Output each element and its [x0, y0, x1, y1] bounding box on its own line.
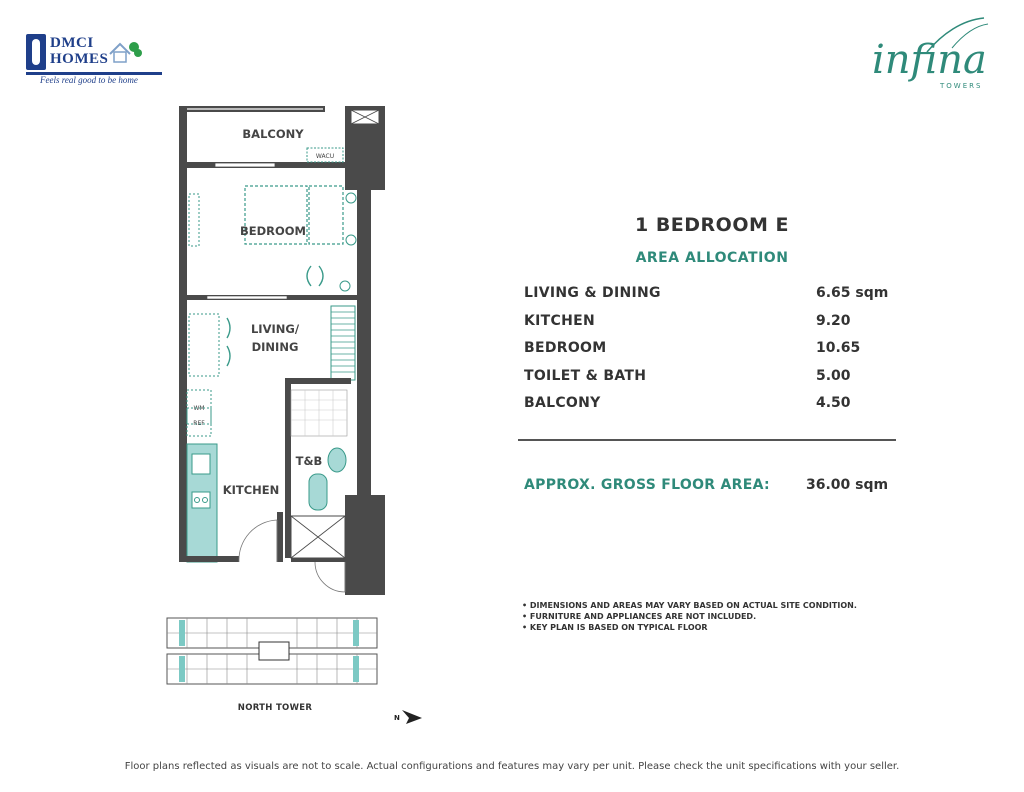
north-arrow-icon	[392, 706, 426, 726]
unit-highlight	[179, 620, 185, 646]
sliding-door-bedroom[interactable]	[207, 296, 287, 299]
area-label: BEDROOM	[524, 340, 607, 356]
key-plan-label: NORTH TOWER	[237, 703, 313, 713]
area-value: 9.20	[816, 312, 851, 329]
area-row	[524, 339, 894, 367]
room-label-tb: T&B	[295, 454, 323, 468]
utility-door-swing[interactable]	[315, 562, 345, 592]
area-row	[524, 367, 894, 395]
lamp-icon	[346, 193, 356, 203]
chair-icon	[307, 266, 311, 286]
unit-highlight	[353, 656, 359, 682]
gross-floor-area-value: 36.00 sqm	[806, 477, 889, 493]
area-label: TOILET & BATH	[524, 367, 647, 384]
plant-icon	[340, 281, 350, 291]
area-value: 10.65	[816, 340, 861, 356]
toilet-icon	[309, 474, 327, 510]
room-label-living-line1: LIVING/	[250, 322, 300, 336]
balcony-railing	[187, 108, 323, 110]
wm-label: WM	[193, 405, 205, 412]
wall-tb-top	[285, 378, 351, 384]
wacu-label: WACU	[315, 153, 335, 160]
unit-floor-plan	[175, 100, 395, 600]
chair-icon	[227, 346, 230, 366]
note-item: • KEY PLAN IS BASED ON TYPICAL FLOOR	[522, 623, 708, 632]
wall-bottom	[179, 556, 239, 562]
note-item: • FURNITURE AND APPLIANCES ARE NOT INCLUDED.	[522, 612, 757, 621]
area-row	[524, 284, 894, 312]
kitchen-sink-icon	[192, 454, 210, 474]
bedroom-side-cabinet	[189, 194, 199, 246]
dmci-emblem-icon	[26, 34, 46, 70]
wall-tb-left	[285, 378, 291, 558]
lamp-icon	[346, 235, 356, 245]
developer-name-line1: DMCI	[50, 35, 94, 51]
unit-highlight	[353, 620, 359, 646]
chair-icon	[227, 318, 230, 338]
wall-right	[357, 190, 371, 495]
ref-label: REF	[193, 420, 205, 427]
section-divider	[518, 439, 896, 441]
compass-letter: N	[394, 714, 400, 722]
area-value: 4.50	[816, 395, 851, 411]
gross-floor-area-label: APPROX. GROSS FLOOR AREA:	[524, 477, 770, 493]
note-item: • DIMENSIONS AND AREAS MAY VARY BASED ON ACTUAL SITE CONDITION.	[522, 601, 857, 610]
room-label-kitchen: KITCHEN	[222, 483, 280, 497]
area-value: 6.65 sqm	[816, 285, 889, 301]
area-label: KITCHEN	[524, 312, 595, 329]
developer-name-line2: HOMES	[50, 51, 109, 67]
disclaimer-notes	[522, 600, 902, 633]
key-plan	[165, 612, 380, 690]
room-label-living-line2: DINING	[251, 340, 299, 354]
area-row	[524, 394, 894, 422]
room-label-balcony: BALCONY	[242, 127, 304, 141]
column-bottom-right	[345, 495, 385, 595]
area-allocation-table	[524, 284, 894, 422]
area-label: LIVING & DINING	[524, 285, 661, 301]
lavatory-icon	[328, 448, 346, 472]
project-subtitle: TOWERS	[940, 82, 983, 90]
wall-left	[179, 106, 187, 562]
entry-door-swing[interactable]	[239, 520, 277, 562]
unit-type-title: 1 BEDROOM E	[634, 214, 789, 236]
wall-entry-jamb	[277, 512, 283, 562]
area-row	[524, 312, 894, 340]
area-label: BALCONY	[524, 395, 601, 411]
area-allocation-heading: AREA ALLOCATION	[635, 250, 789, 266]
dining-table-outline	[189, 314, 219, 376]
wardrobe-outline	[309, 186, 343, 244]
sliding-door-balcony[interactable]	[215, 163, 275, 167]
unit-highlight	[179, 656, 185, 682]
infina-towers-logo	[862, 14, 1002, 106]
dmci-homes-logo	[26, 34, 166, 86]
footer-disclaimer: Floor plans reflected as visuals are not to scale. Actual configurations and features may vary per unit. Please check the unit specifications with your seller.	[124, 761, 900, 772]
project-name: infina	[872, 37, 987, 83]
shoe-cabinet	[331, 306, 355, 380]
room-label-bedroom: BEDROOM	[239, 224, 307, 238]
house-leaf-icon	[108, 38, 142, 66]
key-plan-core	[259, 642, 289, 660]
area-value: 5.00	[816, 367, 851, 384]
developer-tagline: Feels real good to be home	[40, 75, 138, 85]
